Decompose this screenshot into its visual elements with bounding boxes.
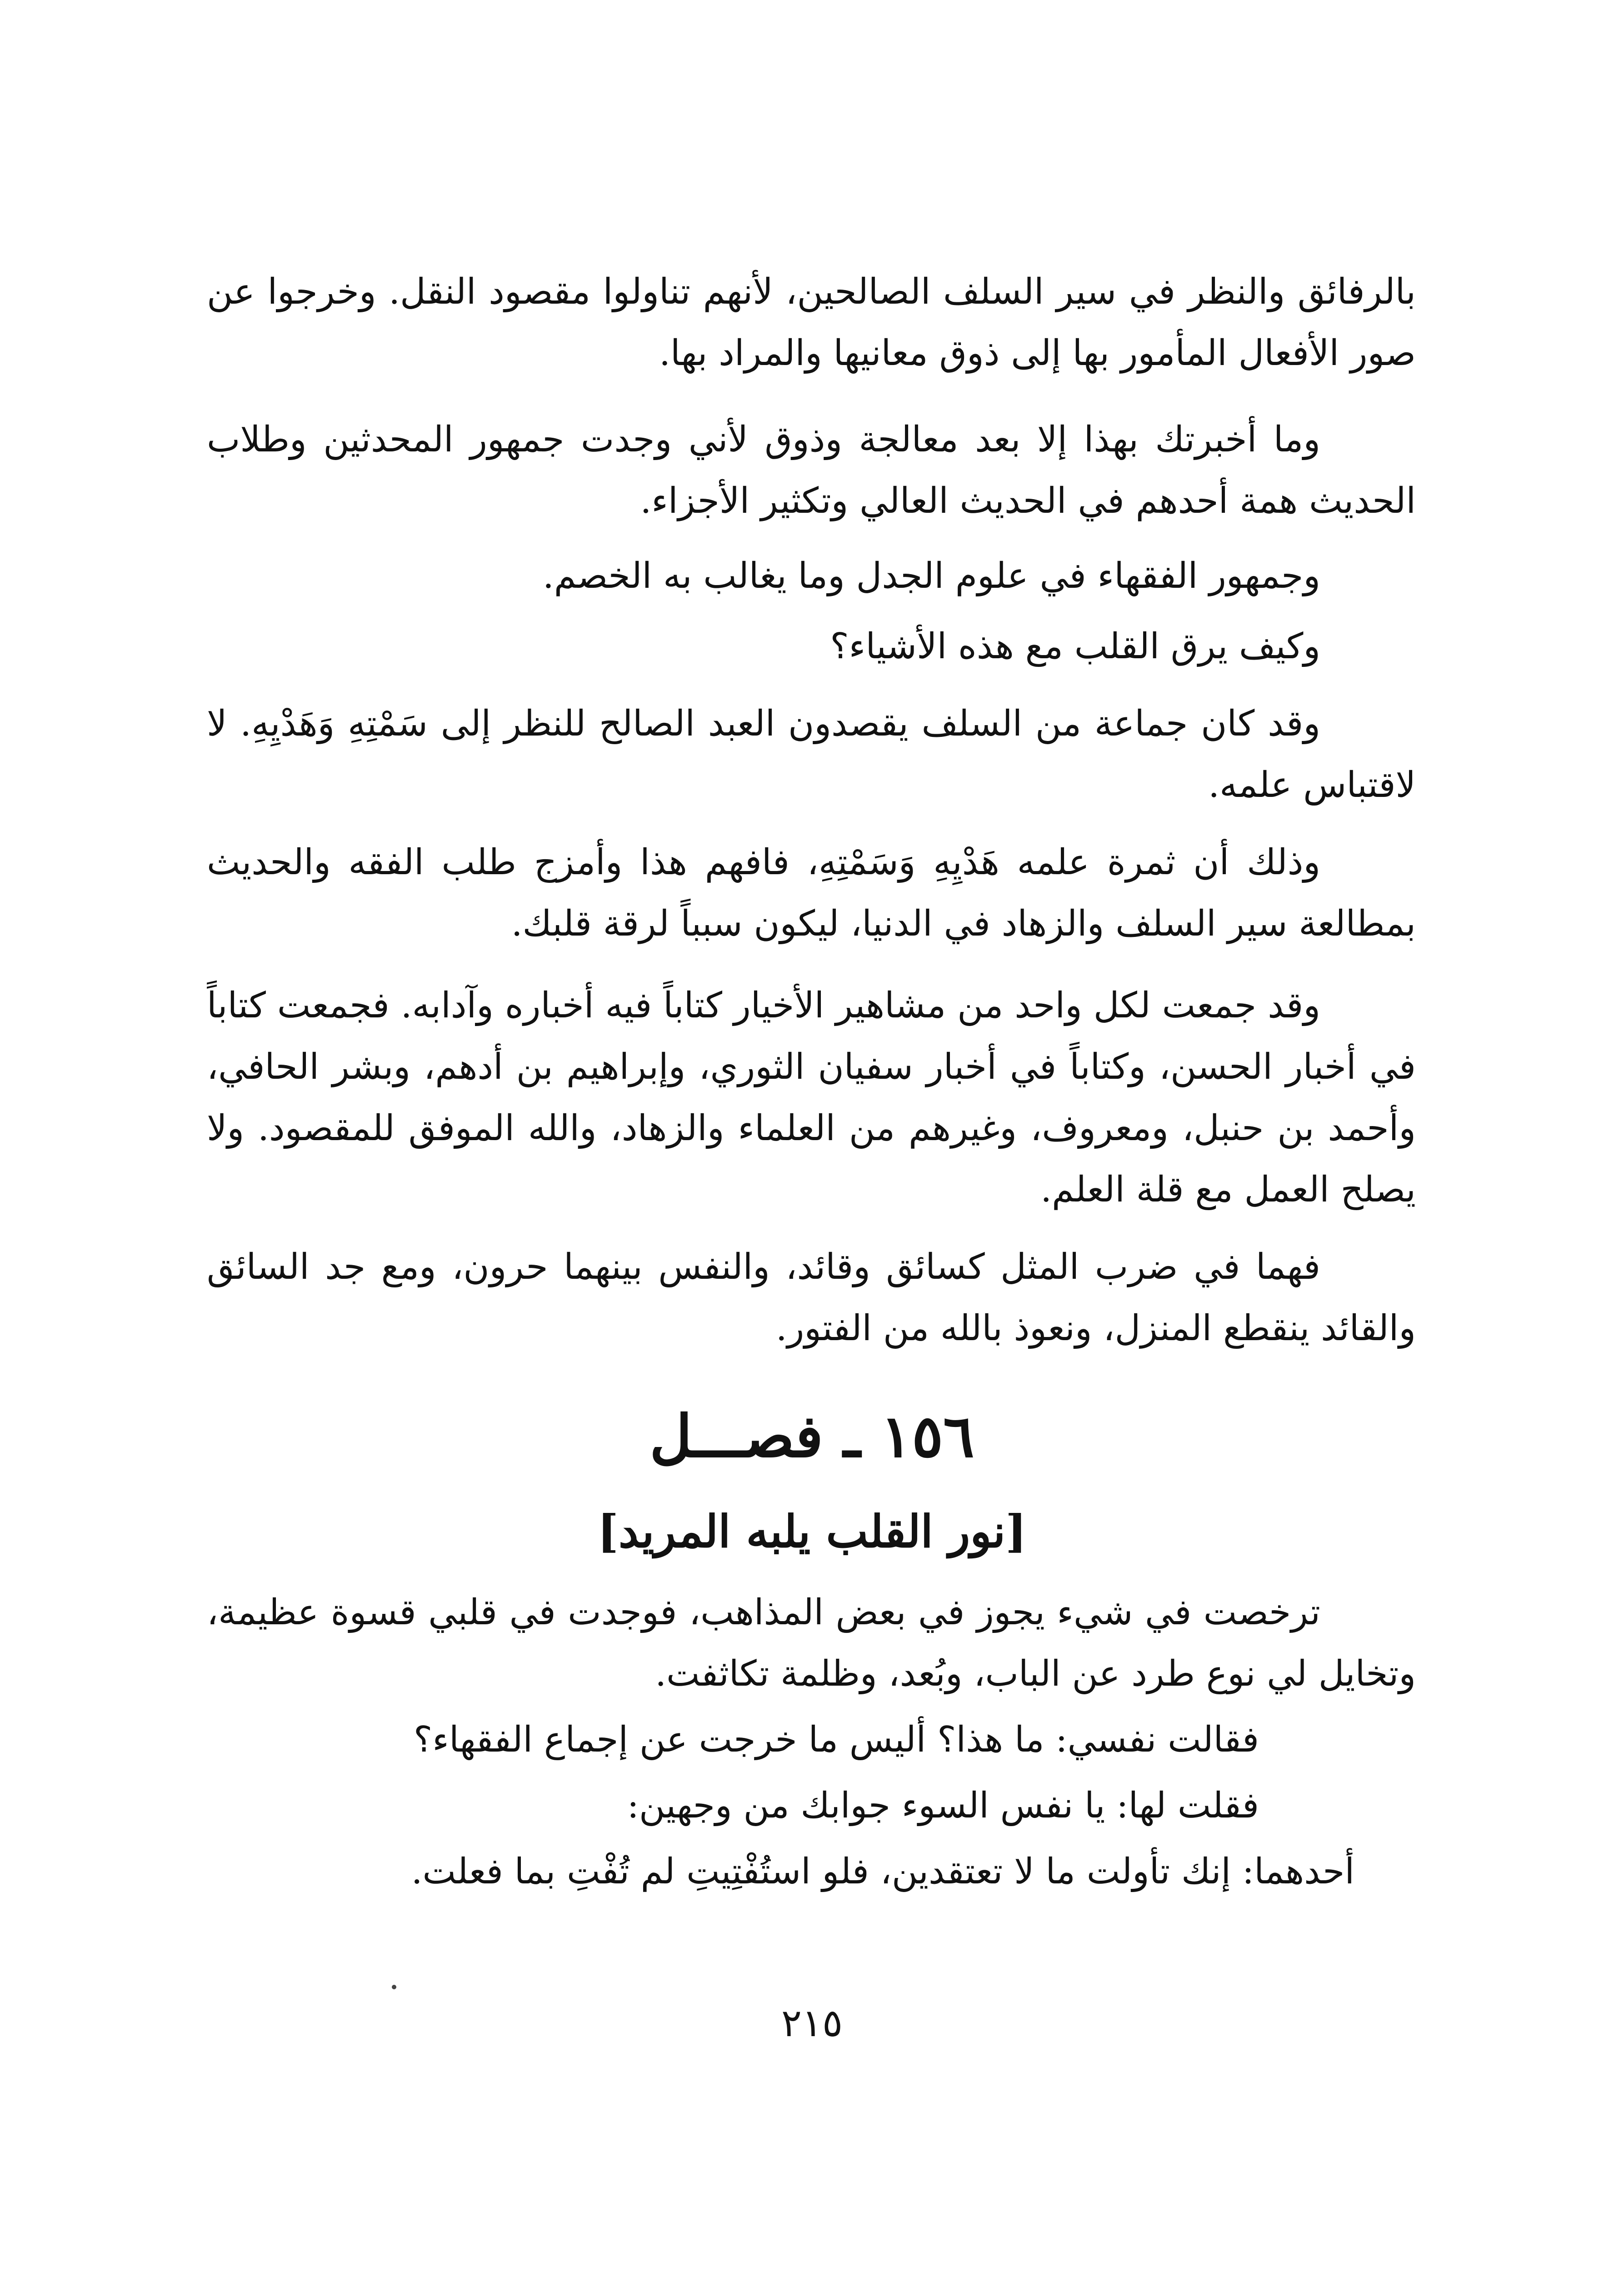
chapter-heading: ١٥٦ ـ فصـــل [650, 1402, 974, 1471]
paragraph-saiq-qaid: فهما في ضرب المثل كسائق وقائد، والنفس بينهما حرون، ومع جد السائق والقائد ينقطع المنزل، ونعوذ بالله من الفتور. [207, 1247, 1416, 1349]
paragraph-jamaa-salaf: وقد كان جماعة من السلف يقصدون العبد الصالح للنظر إلى سَمْتِهِ وَهَدْيِهِ. لا لاقتباس علمه. [207, 703, 1416, 806]
paragraph-tarakhastu: ترخصت في شيء يجوز في بعض المذاهب، فوجدت في قلبي قسوة عظيمة، وتخايل لي نوع طرد عن الباب، وبُعد، وظلمة تكاثفت. [207, 1592, 1416, 1694]
print-speck [392, 1985, 396, 1989]
paragraph-fuqaha: وجمهور الفقهاء في علوم الجدل وما يغالب به الخصم. [543, 556, 1320, 596]
paragraph-qultu-laha: فقلت لها: يا نفس السوء جوابك من وجهين: [627, 1785, 1259, 1826]
paragraph-jamaatu-kutuban: وقد جمعت لكل واحد من مشاهير الأخيار كتاباً فيه أخباره وآدابه. فجمعت كتاباً في أخبار الحسن، وكتاباً في أخبار سفيان الثوري، وإبراهيم بن أدهم، وبشر الحافي، وأحمد بن حنبل، ومعروف، وغيرهم من العلماء والزهاد، والله الموفق للمقصود. ولا يصلح العمل مع قلة العلم. [207, 985, 1416, 1210]
paragraph-akhbartuk: وما أخبرتك بهذا إلا بعد معالجة وذوق لأني وجدت جمهور المحدثين وطلاب الحديث همة أحدهم في الحديث العالي وتكثير الأجزاء. [207, 419, 1416, 521]
paragraph-thamarat-ilmih: وذلك أن ثمرة علمه هَدْيِهِ وَسَمْتِهِ، فافهم هذا وأمزج طلب الفقه والحديث بمطالعة سير السلف والزهاد في الدنيا، ليكون سبباً لرقة قلبك. [207, 842, 1416, 944]
page-number: ٢١٥ [781, 2001, 843, 2045]
paragraph-qalat-nafsi: فقالت نفسي: ما هذا؟ أليس ما خرجت عن إجماع الفقهاء؟ [413, 1719, 1259, 1760]
paragraph-rafaiq: بالرفائق والنظر في سير السلف الصالحين، لأنهم تناولوا مقصود النقل. وخرجوا عن صور الأفعال المأمور بها إلى ذوق معانيها والمراد بها. [207, 271, 1416, 374]
paragraph-kayfa-yariq: وكيف يرق القلب مع هذه الأشياء؟ [830, 626, 1320, 667]
section-title: [نور القلب يلبه المريد] [597, 1506, 1027, 1558]
paragraph-ahaduhuma: أحدهما: إنك تأولت ما لا تعتقدين، فلو استُفْتِيتِ لم تُفْتِ بما فعلت. [411, 1851, 1354, 1892]
